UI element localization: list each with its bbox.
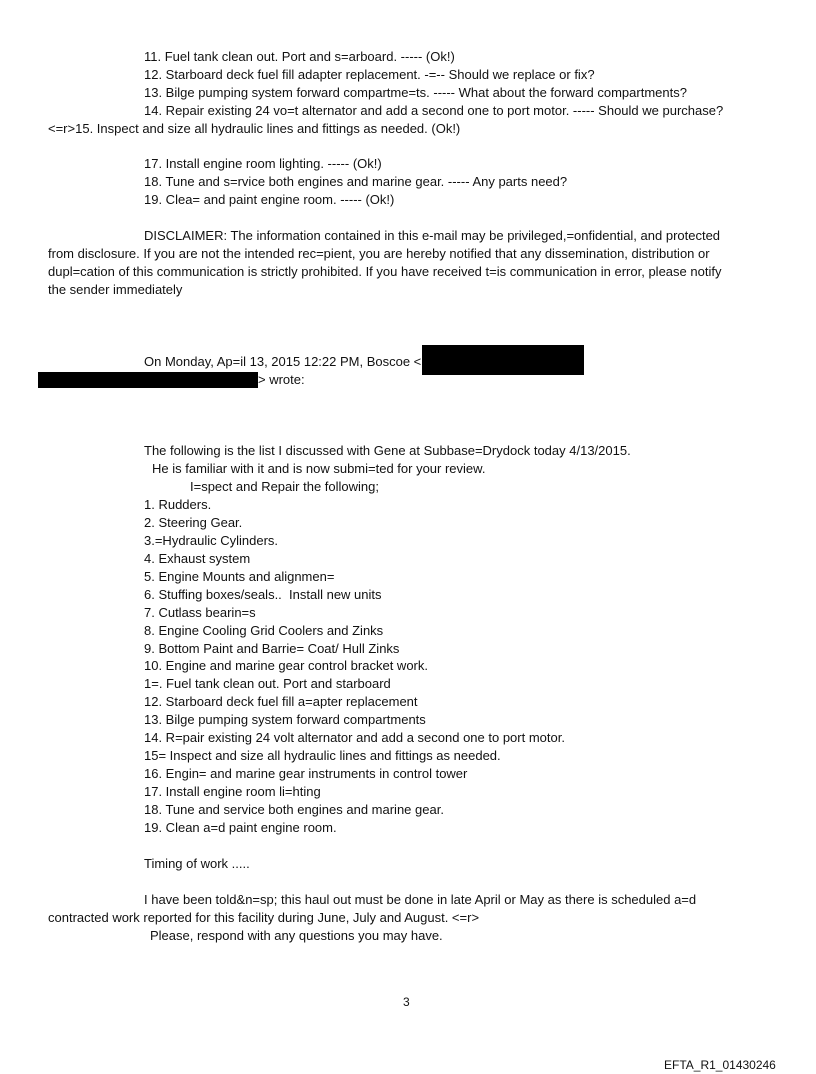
quote-header-line: > wrote: — [258, 372, 305, 387]
disclaimer-line: from disclosure. If you are not the intended rec=pient, you are hereby notified that any dissemination, distribution or — [48, 246, 710, 261]
list-item: 13. Bilge pumping system forward compartments — [144, 712, 426, 727]
message-intro: I=spect and Repair the following; — [190, 479, 379, 494]
list-item: 11. Fuel tank clean out. Port and s=arboard. ----- (Ok!) — [144, 49, 455, 64]
list-item: 6. Stuffing boxes/seals.. Install new units — [144, 587, 382, 602]
list-item: 13. Bilge pumping system forward compartme=ts. ----- What about the forward compartments? — [144, 85, 687, 100]
redaction-block — [38, 372, 258, 388]
message-paragraph: Please, respond with any questions you may have. — [150, 928, 443, 943]
message-intro: The following is the list I discussed with Gene at Subbase=Drydock today 4/13/2015. — [144, 443, 631, 458]
quote-header-line: On Monday, Ap=il 13, 2015 12:22 PM, Boscoe < — [144, 354, 422, 369]
list-item: 15= Inspect and size all hydraulic lines and fittings as needed. — [144, 748, 501, 763]
list-item: 8. Engine Cooling Grid Coolers and Zinks — [144, 623, 384, 638]
list-item: 14. Repair existing 24 vo=t alternator and add a second one to port motor. ----- Should we purchase? — [144, 103, 724, 118]
bates-number: EFTA_R1_01430246 — [664, 1058, 776, 1072]
list-item: <=r>15. Inspect and size all hydraulic lines and fittings as needed. (Ok!) — [48, 121, 461, 136]
message-intro: He is familiar with it and is now submi=ted for your review. — [152, 461, 486, 476]
disclaimer-line: dupl=cation of this communication is strictly prohibited. If you have received t=is communication in error, please notify — [48, 264, 722, 279]
redaction-block — [422, 345, 584, 375]
list-item: 4. Exhaust system — [144, 551, 251, 566]
list-item: 12. Starboard deck fuel fill a=apter replacement — [144, 694, 418, 709]
list-item: 17. Install engine room lighting. ----- (Ok!) — [144, 156, 382, 171]
list-item: 18. Tune and service both engines and marine gear. — [144, 802, 444, 817]
list-item: 19. Clea= and paint engine room. ----- (Ok!) — [144, 192, 395, 207]
disclaimer-line: DISCLAIMER: The information contained in this e-mail may be privileged,=onfidential, and protected — [144, 228, 721, 243]
disclaimer-line: the sender immediately — [48, 282, 183, 297]
list-item: 17. Install engine room li=hting — [144, 784, 321, 799]
list-item: 10. Engine and marine gear control bracket work. — [144, 658, 428, 673]
list-item: 3.=Hydraulic Cylinders. — [144, 533, 279, 548]
page-number: 3 — [403, 995, 410, 1009]
list-item: 18. Tune and s=rvice both engines and marine gear. ----- Any parts need? — [144, 174, 568, 189]
list-item: 5. Engine Mounts and alignmen= — [144, 569, 335, 584]
message-paragraph: contracted work reported for this facility during June, July and August. <=r> — [48, 910, 480, 925]
timing-heading: Timing of work ..... — [144, 856, 250, 871]
list-item: 14. R=pair existing 24 volt alternator and add a second one to port motor. — [144, 730, 565, 745]
list-item: 19. Clean a=d paint engine room. — [144, 820, 337, 835]
message-paragraph: I have been told&n=sp; this haul out must be done in late April or May as there is scheduled a=d — [144, 892, 697, 907]
list-item: 7. Cutlass bearin=s — [144, 605, 256, 620]
list-item: 9. Bottom Paint and Barrie= Coat/ Hull Zinks — [144, 641, 400, 656]
list-item: 16. Engin= and marine gear instruments in control tower — [144, 766, 468, 781]
list-item: 1=. Fuel tank clean out. Port and starboard — [144, 676, 391, 691]
list-item: 12. Starboard deck fuel fill adapter replacement. -=-- Should we replace or fix? — [144, 67, 595, 82]
list-item: 2. Steering Gear. — [144, 515, 243, 530]
list-item: 1. Rudders. — [144, 497, 212, 512]
